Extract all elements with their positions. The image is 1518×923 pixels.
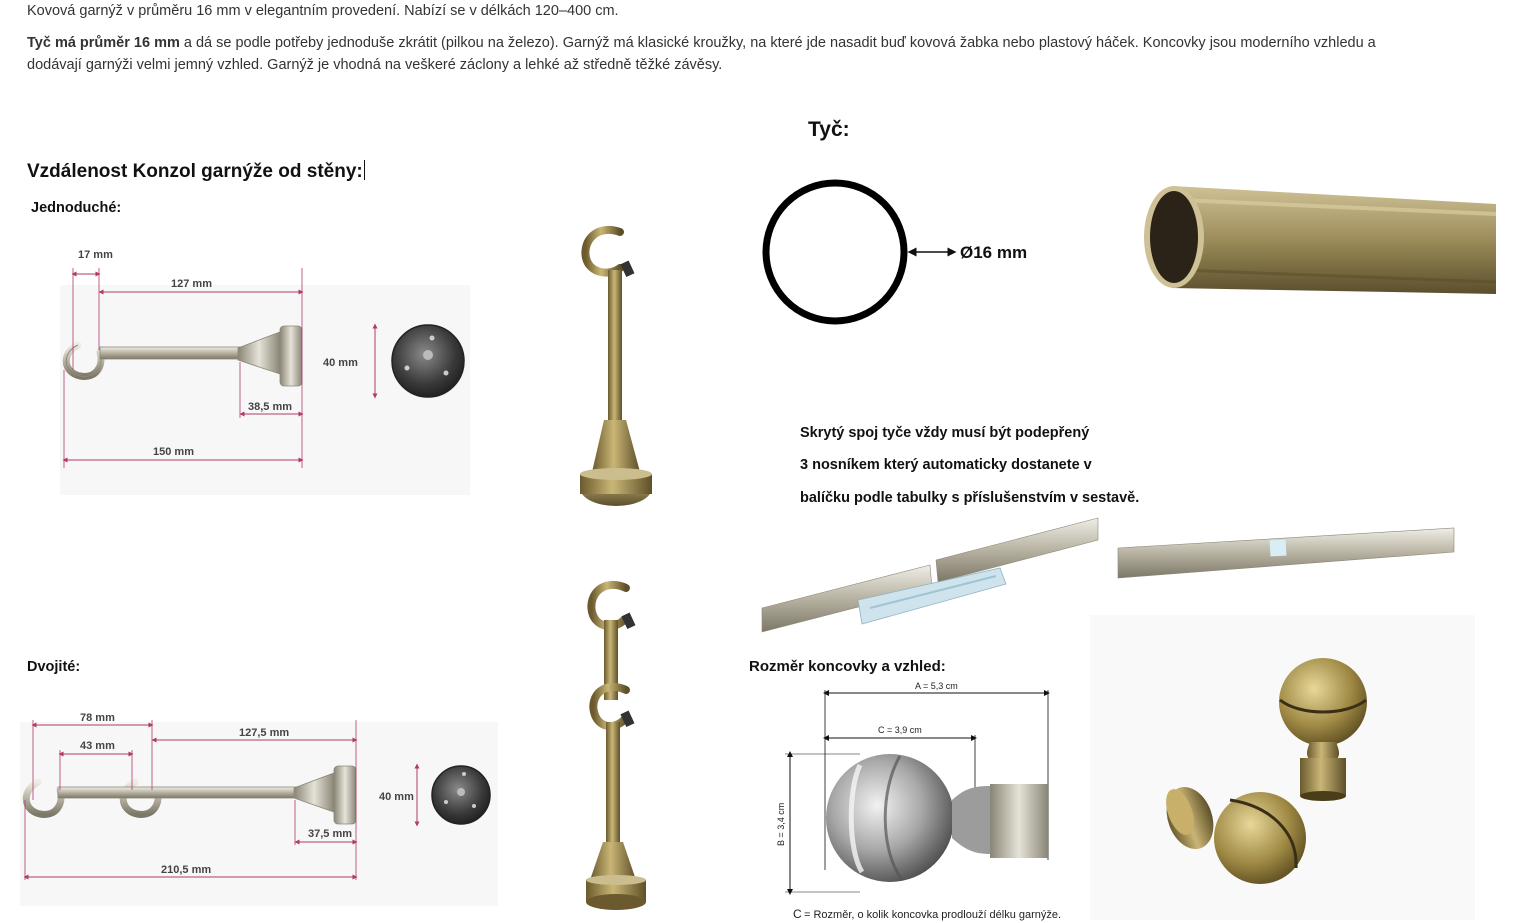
rod-photo — [1144, 186, 1496, 294]
double-dim-inner: 43 mm — [80, 740, 115, 752]
single-heading: Jednoduché: — [31, 200, 122, 216]
rod-diameter-label: Ø16 mm — [960, 243, 1028, 262]
description-bold: Tyč má průměr 16 mm — [27, 35, 180, 51]
double-dim-arm: 127,5 mm — [239, 727, 290, 739]
single-dim-base: 38,5 mm — [248, 401, 293, 413]
joint-note-line-2: 3 nosníkem který automaticky dostanete v — [800, 457, 1092, 473]
bracket-base-shape — [280, 326, 302, 386]
double-dim-total: 210,5 mm — [161, 864, 212, 876]
single-dim-arm: 127 mm — [171, 278, 212, 290]
finial-dim-a: A = 5,3 cm — [915, 681, 958, 691]
single-bracket-diagram — [60, 249, 470, 495]
finial-caption: = Rozměr, o kolik koncovka prodlouží délku garnýže. — [804, 909, 1062, 921]
bracket-arm-shape — [100, 347, 242, 359]
finial-dim-c: C = 3,9 cm — [878, 725, 922, 735]
rod-joint-photo-2 — [1118, 528, 1454, 578]
rod-heading: Tyč: — [808, 118, 850, 141]
finial-diagram — [776, 681, 1061, 921]
single-dim-height: 40 mm — [323, 357, 358, 369]
single-bracket-photo — [580, 230, 652, 506]
double-bracket-diagram — [20, 712, 498, 906]
double-dim-outer: 78 mm — [80, 712, 115, 724]
finial-photo — [1090, 615, 1475, 920]
finial-heading: Rozměr koncovky a vzhled: — [749, 658, 946, 675]
finial-caption-letter: C — [793, 907, 802, 921]
rod-joint-photo-1 — [762, 518, 1098, 632]
bracket-distance-heading-text: Vzdálenost Konzol garnýže od stěny: — [27, 161, 363, 182]
rod-cross-section — [766, 183, 1027, 321]
finial-dim-b: B = 3,4 cm — [776, 802, 786, 846]
intro-text: Kovová garnýž v průměru 16 mm v elegantním provedení. Nabízí se v délkách 120–400 cm. — [27, 3, 619, 19]
joint-note-line-1: Skrytý spoj tyče vždy musí být podepřený — [800, 425, 1090, 441]
single-dim-hook: 17 mm — [78, 249, 113, 261]
double-heading: Dvojité: — [27, 659, 81, 675]
double-dim-base: 37,5 mm — [308, 828, 353, 840]
double-dim-height: 40 mm — [379, 791, 414, 803]
single-dim-total: 150 mm — [153, 446, 194, 458]
wall-plate-shape — [392, 325, 464, 397]
joint-note-line-3: balíčku podle tabulky s příslušenstvím v sestavě. — [800, 490, 1140, 506]
description-rest: a dá se podle potřeby jednoduše zkrátit (pilkou na železo). Garnýž má klasické kroužky, na které jde nasadit buď kovová žabka nebo plastový háček. Koncovky jsou moderního vzhledu a dodávají garnýži velmi jemný vzhled. Garnýž je vhodná na veškeré záclony a lehké až středně těžké závěsy. — [27, 35, 1376, 73]
double-bracket-photo — [586, 585, 646, 910]
